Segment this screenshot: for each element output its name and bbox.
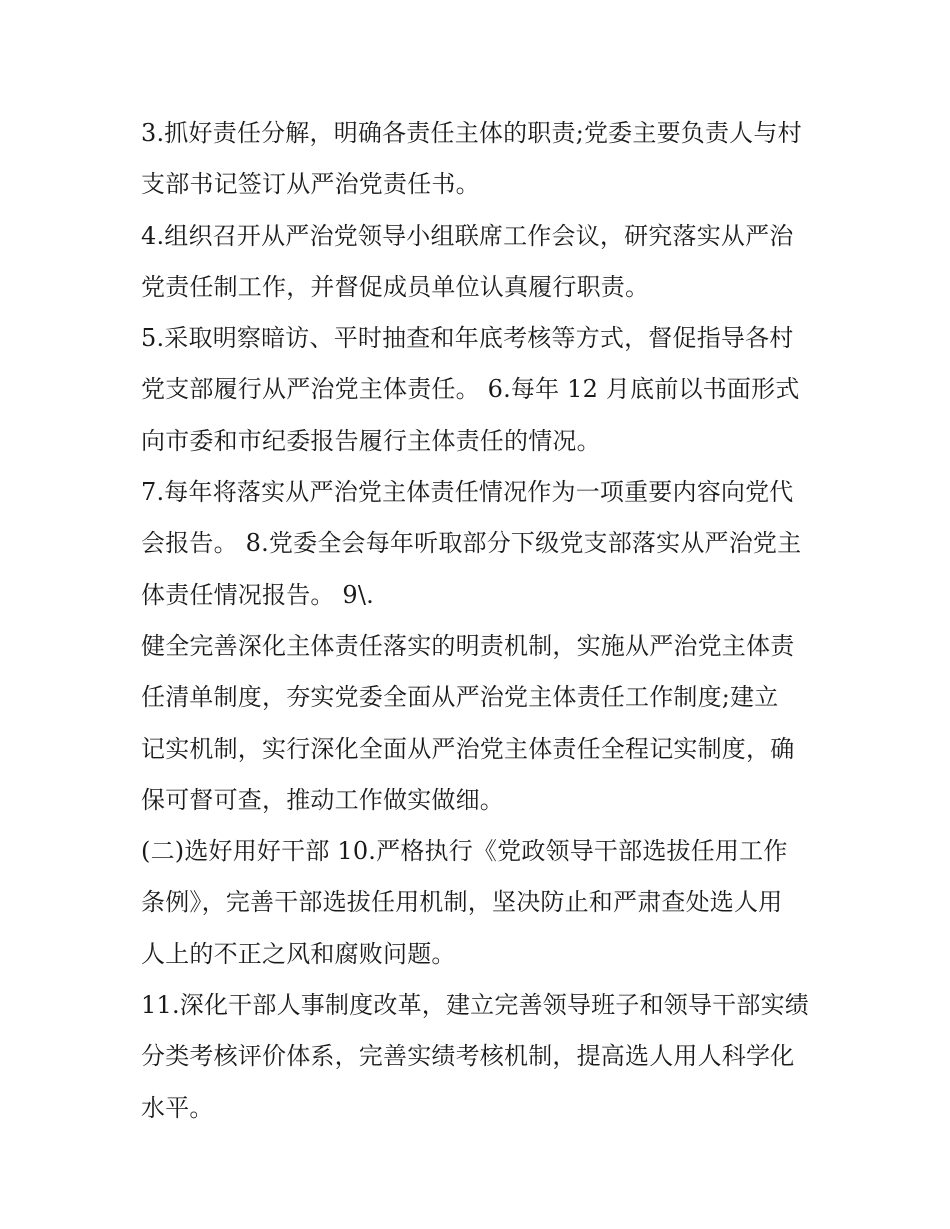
text-line: 任清单制度，夯实党委全面从严治党主体责任工作制度;建立 <box>141 683 779 712</box>
text-line: 党责任制工作，并督促成员单位认真履行职责。 <box>141 272 650 301</box>
text-line: 11.深化干部人事制度改革，建立完善领导班子和领导干部实绩 <box>141 991 809 1020</box>
text-line: 4.组织召开从严治党领导小组联席工作会议，研究落实从严治 <box>141 221 794 250</box>
text-line: 体责任情况报告。 9\. <box>141 580 375 609</box>
text-line: 3.抓好责任分解，明确各责任主体的职责;党委主要负责人与村 <box>141 119 802 147</box>
document-body <box>141 108 817 1134</box>
text-line: 条例》，完善干部选拔任用机制，坚决防止和严肃查处选人用 <box>141 888 783 917</box>
text-line: (二)选好用好干部 10.严格执行《党政领导干部选拔任用工作 <box>141 837 788 866</box>
text-line: 记实机制，实行深化全面从严治党主体责任全程记实制度，确 <box>141 734 795 763</box>
text-line: 党支部履行从严治党主体责任。 6.每年 12 月底前以书面形式 <box>141 375 800 404</box>
text-line: 会报告。 8.党委全会每年听取部分下级党支部落实从严治党主 <box>141 529 802 558</box>
text-line: 分类考核评价体系，完善实绩考核机制，提高选人用人科学化 <box>141 1042 795 1071</box>
text-line: 支部书记签订从严治党责任书。 <box>141 170 480 199</box>
text-line: 水平。 <box>141 1093 214 1122</box>
text-line: 向市委和市纪委报告履行主体责任的情况。 <box>141 426 601 455</box>
text-line: 5.采取明察暗访、平时抽查和年底考核等方式，督促指导各村 <box>141 324 794 353</box>
text-line: 7.每年将落实从严治党主体责任情况作为一项重要内容向党代 <box>141 478 794 507</box>
text-line: 人上的不正之风和腐败问题。 <box>141 939 456 968</box>
text-line: 健全完善深化主体责任落实的明责机制，实施从严治党主体责 <box>141 631 795 660</box>
text-line: 保可督可查，推动工作做实做细。 <box>141 785 504 814</box>
